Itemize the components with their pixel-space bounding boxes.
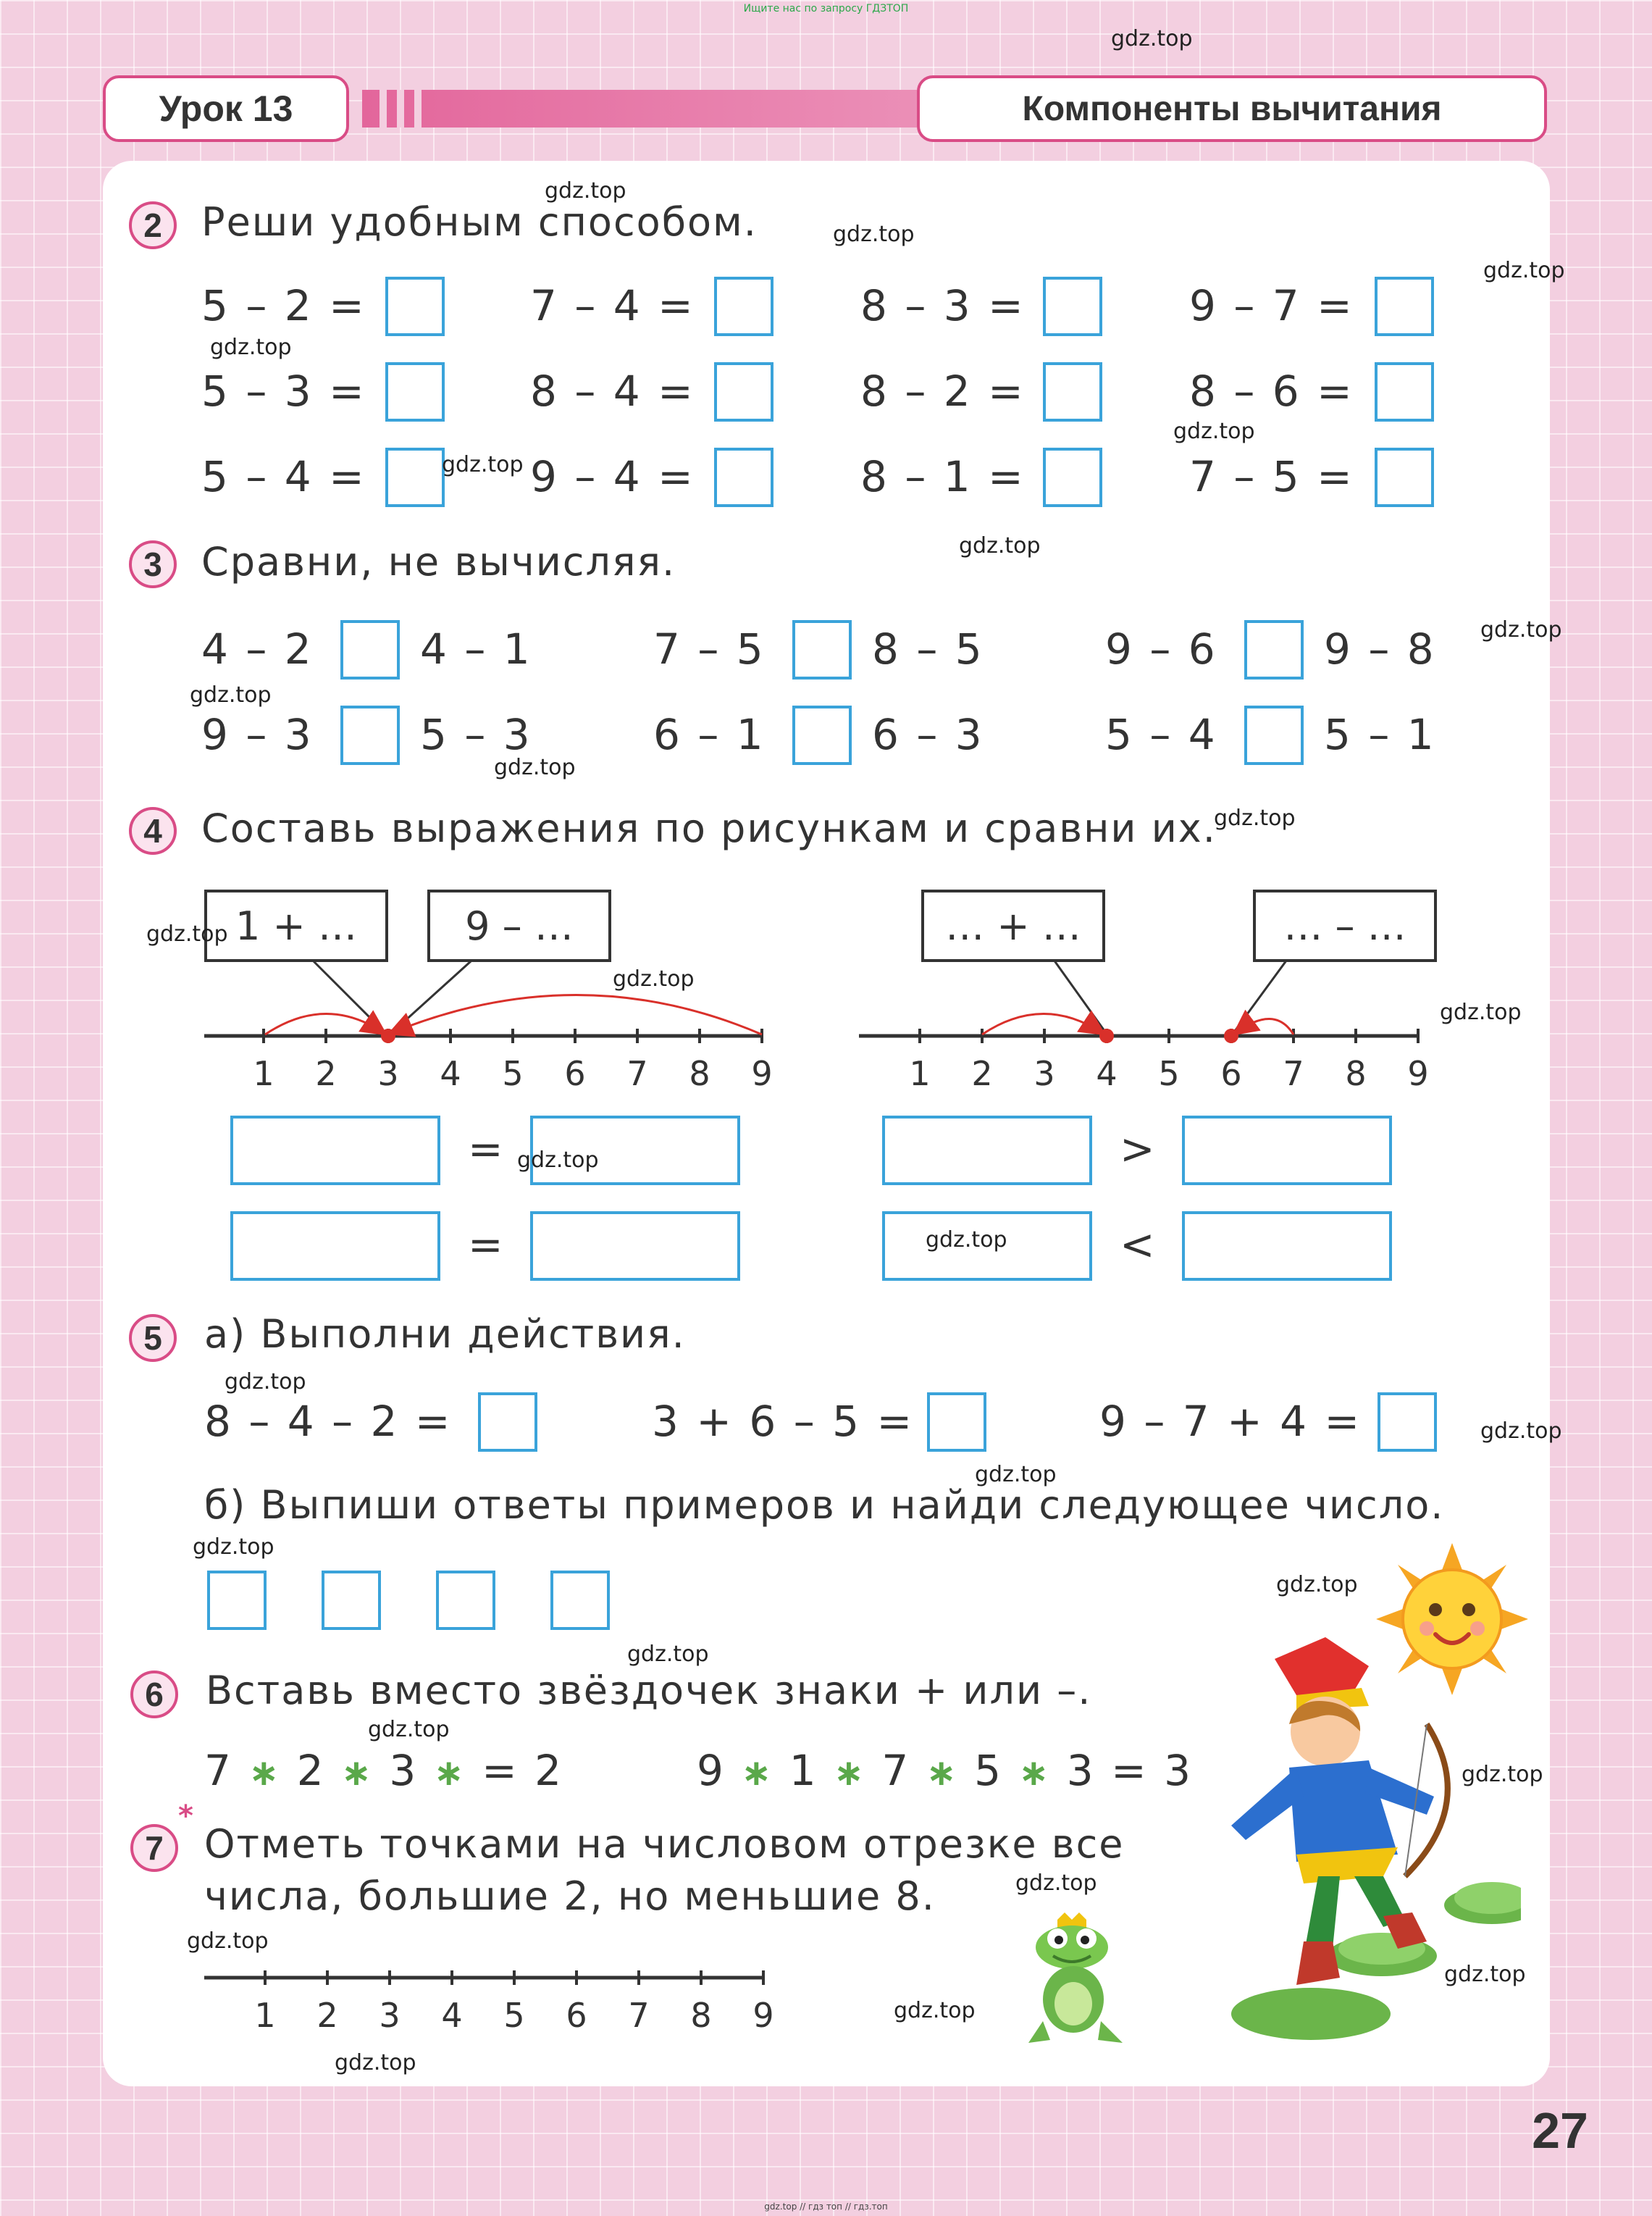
result: = 2	[482, 1746, 561, 1795]
right-ticks	[909, 1029, 1428, 1093]
task7-line2: числа, большие 2, но меньшие 8.	[204, 1873, 936, 1919]
task7-number-line[interactable]	[0, 1941, 797, 2043]
watermark: gdz.top	[959, 533, 1041, 559]
callout-pointer	[1231, 955, 1291, 1036]
marked-point	[1099, 1029, 1114, 1043]
task2-expr: 8 – 6 =	[1189, 367, 1352, 416]
tick-label: 8	[1345, 1054, 1367, 1093]
watermark: gdz.top	[146, 921, 228, 947]
tick-label: 7	[626, 1054, 648, 1093]
tick-label: 7	[1283, 1054, 1304, 1093]
bottom-note: gdz.top // гдз топ // гдз.топ	[764, 2202, 888, 2212]
tick-label: 3	[377, 1054, 399, 1093]
expression-box[interactable]	[230, 1116, 440, 1185]
compare-sign: >	[1120, 1124, 1155, 1174]
watermark: gdz.top	[210, 335, 292, 360]
task7-number: 7	[130, 1824, 178, 1872]
task2-title: Реши удобным способом.	[201, 199, 758, 245]
watermark: gdz.top	[627, 1642, 709, 1667]
jump-arc	[1236, 1019, 1293, 1034]
task6-title: Вставь вместо звёздочек знаки + или –.	[206, 1668, 1092, 1713]
watermark: gdz.top	[613, 966, 695, 992]
tick-label: 6	[564, 1054, 586, 1093]
star-placeholder[interactable]: ∗	[926, 1752, 957, 1794]
task3-right-expr: 8 – 5	[872, 624, 982, 674]
answer-box[interactable]	[1378, 1392, 1437, 1452]
callout-box: 9 – …	[427, 890, 611, 962]
task2-expr: 7 – 4 =	[530, 281, 693, 330]
compare-sign: =	[468, 1124, 503, 1174]
watermark: gdz.top	[1173, 419, 1255, 444]
marked-point	[1224, 1029, 1238, 1043]
watermark: gdz.top	[1015, 1870, 1097, 1896]
difficulty-star: *	[178, 1799, 193, 1833]
digit: 7	[881, 1746, 909, 1795]
task3-right-expr: 5 – 3	[420, 710, 530, 759]
task2-expr: 8 – 1 =	[860, 452, 1023, 501]
compare-sign: =	[468, 1220, 503, 1269]
tick-label: 4	[440, 1054, 461, 1093]
task3-right-expr: 9 – 8	[1324, 624, 1434, 674]
callout-pointer	[1050, 955, 1108, 1036]
watermark: gdz.top	[368, 1717, 450, 1742]
marked-point	[381, 1029, 395, 1043]
task2-expr: 5 – 3 =	[201, 367, 364, 416]
task7-ticks	[254, 1970, 773, 2035]
task2-expr: 8 – 2 =	[860, 367, 1023, 416]
tick-label: 8	[690, 1996, 712, 2035]
task6-right-expression	[697, 1746, 1191, 1795]
task5-expr: 9 – 7 + 4 =	[1099, 1397, 1360, 1446]
page-number: 27	[1532, 2102, 1588, 2159]
task2-number: 2	[129, 201, 177, 249]
tick-label: 5	[1158, 1054, 1180, 1093]
star-placeholder[interactable]: ∗	[1018, 1752, 1049, 1794]
digit: 2	[296, 1746, 324, 1795]
digit: 9	[697, 1746, 724, 1795]
watermark: gdz.top	[1483, 258, 1565, 283]
task7-line1: Отметь точками на числовом отрезке все	[204, 1821, 1125, 1867]
tick-label: 5	[503, 1996, 525, 2035]
task2-expr: 5 – 2 =	[201, 281, 364, 330]
tick-label: 3	[379, 1996, 401, 2035]
answer-box[interactable]	[927, 1392, 986, 1452]
watermark: gdz.top	[1276, 1572, 1358, 1597]
task6-number: 6	[130, 1671, 178, 1718]
watermark: gdz.top	[193, 1534, 274, 1560]
compare-sign: <	[1120, 1220, 1155, 1269]
callout-pointer	[388, 955, 478, 1036]
tick-label: 4	[1096, 1054, 1118, 1093]
digit: 5	[974, 1746, 1001, 1795]
task5-part-a: а) Выполни действия.	[204, 1311, 686, 1357]
task2-expr: 5 – 4 =	[201, 452, 364, 501]
task5-number: 5	[129, 1314, 177, 1362]
star-placeholder[interactable]: ∗	[741, 1752, 772, 1794]
tick-label: 2	[316, 1996, 338, 2035]
task3-left-expr: 6 – 1	[653, 710, 763, 759]
expression-box[interactable]	[882, 1116, 1092, 1185]
watermark: gdz.top	[545, 178, 626, 204]
tick-label: 3	[1033, 1054, 1055, 1093]
watermark: gdz.top	[225, 1369, 306, 1395]
tick-label: 9	[1407, 1054, 1429, 1093]
watermark: gdz.top	[494, 755, 576, 780]
star-placeholder[interactable]: ∗	[834, 1752, 864, 1794]
star-placeholder[interactable]: ∗	[433, 1752, 464, 1794]
frog-icon	[1021, 1912, 1137, 2050]
result: 3 = 3	[1066, 1746, 1191, 1795]
task2-expr: 7 – 5 =	[1189, 452, 1352, 501]
task5-part-b: б) Выпиши ответы примеров и найди следующее число.	[204, 1482, 1445, 1528]
watermark: gdz.top	[975, 1462, 1057, 1487]
task2-expr: 8 – 4 =	[530, 367, 693, 416]
page-title: Компоненты вычитания	[917, 75, 1547, 142]
expression-box[interactable]	[1182, 1211, 1392, 1281]
task2-expr: 9 – 7 =	[1189, 281, 1352, 330]
expression-box[interactable]	[1182, 1116, 1392, 1185]
watermark: gdz.top	[1480, 1418, 1562, 1444]
answer-box[interactable]	[322, 1571, 381, 1630]
tick-label: 1	[253, 1054, 274, 1093]
watermark: gdz.top	[894, 1998, 976, 2023]
left-ticks	[253, 1029, 772, 1093]
answer-box[interactable]	[436, 1571, 495, 1630]
tick-label: 6	[1220, 1054, 1242, 1093]
archer-boy-icon	[1188, 1637, 1521, 2057]
tick-label: 4	[441, 1996, 463, 2035]
lesson-badge: Урок 13	[103, 75, 349, 142]
star-placeholder[interactable]: ∗	[341, 1752, 372, 1794]
watermark: gdz.top	[1444, 1962, 1526, 1987]
jump-arc	[982, 1013, 1102, 1034]
watermark: gdz.top	[1214, 806, 1296, 831]
tick-label: 5	[502, 1054, 524, 1093]
watermark: gdz.top	[190, 682, 272, 708]
watermark: gdz.top	[1480, 617, 1562, 643]
watermark: gdz.top	[517, 1147, 599, 1173]
tick-label: 2	[315, 1054, 337, 1093]
task3-right-expr: 4 – 1	[420, 624, 530, 674]
task5-expr: 8 – 4 – 2 =	[204, 1397, 450, 1446]
digit: 3	[389, 1746, 416, 1795]
task2-expr: 8 – 3 =	[860, 281, 1023, 330]
jump-arc	[391, 995, 762, 1034]
expression-box[interactable]	[230, 1211, 440, 1281]
callout-pointer	[307, 955, 388, 1036]
star-placeholder[interactable]: ∗	[248, 1752, 280, 1794]
callout-box: 1 + …	[204, 890, 388, 962]
tick-label: 2	[971, 1054, 993, 1093]
tick-label: 7	[628, 1996, 650, 2035]
task3-left-expr: 5 – 4	[1105, 710, 1215, 759]
tick-label: 9	[751, 1054, 773, 1093]
task3-left-expr: 4 – 2	[201, 624, 311, 674]
task3-left-expr: 7 – 5	[653, 624, 763, 674]
watermark: gdz.top	[335, 2050, 416, 2075]
task6-left-expression	[204, 1746, 561, 1795]
task3-title: Сравни, не вычисляя.	[201, 539, 676, 585]
watermark: gdz.top	[1111, 26, 1193, 51]
task2-expr: 9 – 4 =	[530, 452, 693, 501]
digit: 1	[789, 1746, 816, 1795]
task3-number: 3	[129, 540, 177, 588]
task3-right-expr: 6 – 3	[872, 710, 982, 759]
expression-box[interactable]	[530, 1211, 740, 1281]
tick-label: 1	[254, 1996, 276, 2035]
task3-right-expr: 5 – 1	[1324, 710, 1434, 759]
tick-label: 8	[689, 1054, 710, 1093]
answer-box[interactable]	[550, 1571, 610, 1630]
answer-box[interactable]	[478, 1392, 537, 1452]
answer-box[interactable]	[207, 1571, 267, 1630]
tick-label: 6	[566, 1996, 587, 2035]
callout-box: … + …	[921, 890, 1105, 962]
digit: 7	[204, 1746, 231, 1795]
watermark: gdz.top	[187, 1928, 269, 1954]
task3-left-expr: 9 – 6	[1105, 624, 1215, 674]
tick-label: 9	[752, 1996, 774, 2035]
task4-number: 4	[129, 807, 177, 855]
task3-left-expr: 9 – 3	[201, 710, 311, 759]
watermark: gdz.top	[926, 1227, 1007, 1253]
callout-box: … – …	[1253, 890, 1437, 962]
tick-label: 1	[909, 1054, 931, 1093]
watermark: gdz.top	[1440, 1000, 1522, 1025]
task5-expr: 3 + 6 – 5 =	[652, 1397, 913, 1446]
watermark: gdz.top	[442, 452, 524, 477]
watermark: gdz.top	[1462, 1762, 1543, 1787]
watermark: gdz.top	[833, 222, 915, 247]
task4-title: Составь выражения по рисункам и сравни их.	[201, 806, 1217, 851]
top-note: Ищите нас по запросу ГДЗТОП	[743, 3, 909, 14]
